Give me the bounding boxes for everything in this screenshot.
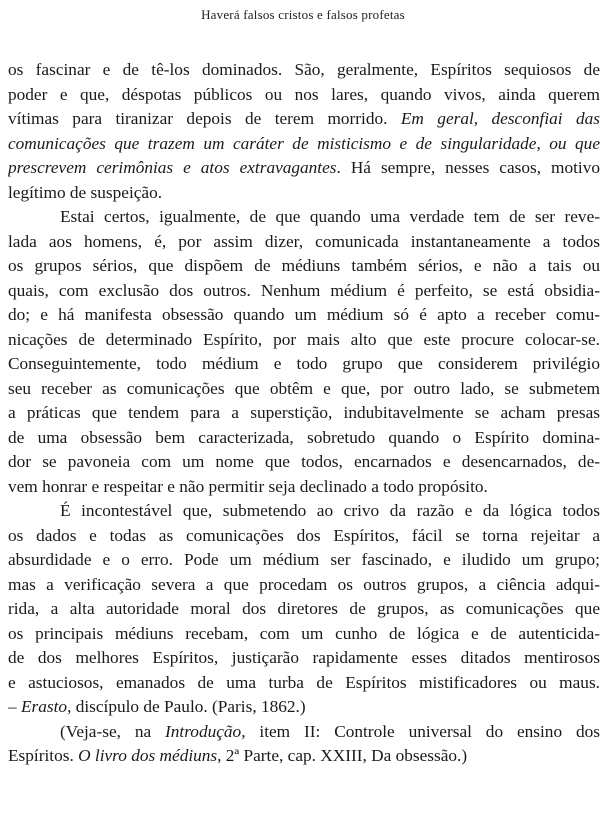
text-run: – — [8, 697, 21, 716]
text-line — [8, 646, 600, 671]
text-line — [8, 328, 600, 353]
text-line — [8, 83, 600, 108]
text-run: os fascinar e de tê-los dominados. São, geralmente, Espíritos sequiosos de — [8, 60, 600, 79]
text-run: e astuciosos, emanados de uma turba de Espíritos mistificadores ou maus. — [8, 672, 600, 692]
text-line — [8, 720, 600, 745]
text-run: legítimo de suspeição. — [8, 182, 163, 202]
italic-run: O livro dos médiuns — [78, 746, 218, 765]
text-line — [8, 548, 600, 573]
text-line — [8, 744, 600, 769]
text-line — [8, 181, 600, 206]
text-run: . Há sempre, nesses casos, motivo — [336, 158, 600, 177]
paragraph — [8, 499, 600, 720]
text-run: os principais médiuns recebam, com um cunho de lógica e de autenticida- — [8, 623, 600, 643]
text-run: , discípulo de Paulo. (Paris, 1862.) — [67, 697, 306, 716]
text-run: , 2ª Parte, cap. XXIII, Da obsessão.) — [217, 746, 468, 765]
text-line — [8, 499, 600, 524]
text-line — [8, 279, 600, 304]
text-run: de dos melhores Espíritos, justiçarão rapidamente esses ditados mentirosos — [8, 648, 600, 667]
text-line — [8, 426, 600, 451]
text-line — [8, 303, 600, 328]
text-run: poder e que, déspotas públicos ou nos lares, quando vivos, ainda querem — [8, 84, 600, 104]
text-line — [8, 352, 600, 377]
text-run: Espíritos. — [8, 746, 79, 765]
text-run: os dados e todas as comunicações dos Espíritos, fácil se torna rejeitar a — [8, 525, 600, 545]
text-line — [8, 671, 600, 696]
text-run: , item II: Controle universal do ensino dos — [241, 721, 600, 741]
text-line — [8, 58, 600, 83]
paragraph — [8, 205, 600, 499]
text-run: É incontestável que, submetendo ao crivo da razão e da lógica todos — [60, 501, 600, 520]
italic-run: prescrevem cerimônias e atos extravagantes — [8, 158, 337, 177]
text-line — [8, 254, 600, 279]
text-line — [8, 205, 600, 230]
paragraph — [8, 58, 600, 205]
text-run: absurdidade e o erro. Pode um médium ser fascinado, e iludido um grupo; — [8, 550, 600, 569]
text-run: lada aos homens, é, por assim dizer, comunicada instantaneamente a todos — [8, 231, 600, 251]
paragraph — [8, 720, 600, 769]
text-line — [8, 622, 600, 647]
text-line — [8, 132, 600, 157]
text-run: de uma obsessão bem caracterizada, sobretudo quando o Espírito domina- — [8, 427, 600, 447]
text-line — [8, 450, 600, 475]
italic-run: Em geral, desconfiai das — [400, 109, 600, 128]
running-head: Haverá falsos cristos e falsos profetas — [201, 7, 405, 22]
text-run: a práticas que tendem para a superstição, indubitavelmente se acham presas — [8, 403, 600, 422]
text-run: Conseguintemente, todo médium e todo grupo que considerem privilégio — [8, 354, 600, 373]
text-run: Estai certos, igualmente, de que quando uma verdade tem de ser reve- — [60, 207, 600, 226]
text-run: nicações de determinado Espírito, por mais alto que este procure colocar-se. — [8, 329, 600, 349]
text-run: os grupos sérios, que dispõem de médiuns também sérios, e não a tais ou — [8, 256, 600, 275]
text-line — [8, 524, 600, 549]
text-run: do; e há manifesta obsessão quando um médium só é apto a receber comu- — [8, 305, 600, 324]
text-run: dor se pavoneia com um nome que todos, encarnados e desencarnados, de- — [8, 452, 600, 471]
text-run: seu receber as comunicações que obtêm e que, por outro lado, se submetem — [8, 378, 600, 398]
text-line — [8, 377, 600, 402]
text-line — [8, 573, 600, 598]
text-run: (Veja-se, na — [60, 721, 166, 741]
text-line — [8, 230, 600, 255]
text-run: vítimas para tiranizar depois de terem morrido. — [8, 109, 401, 128]
text-run: mas a verificação severa a que procedam os outros grupos, a ciência adqui- — [8, 574, 600, 594]
text-run: quais, com exclusão dos outros. Nenhum médium é perfeito, se está obsidia- — [8, 280, 600, 300]
text-line — [8, 597, 600, 622]
text-line — [8, 156, 600, 181]
italic-run: Introdução — [165, 721, 242, 741]
text-line — [8, 401, 600, 426]
text-line — [8, 107, 600, 132]
text-line — [8, 475, 600, 500]
body-text — [8, 58, 600, 769]
text-run: vem honrar e respeitar e não permitir seja declinado a todo propósito. — [8, 476, 488, 496]
text-run: rida, a alta autoridade moral dos diretores de grupos, as comunicações que — [8, 599, 600, 618]
italic-run: Erasto — [20, 697, 68, 716]
italic-run: comunicações que trazem um caráter de misticismo e de singularidade, ou que — [8, 133, 600, 153]
text-line — [8, 695, 600, 720]
